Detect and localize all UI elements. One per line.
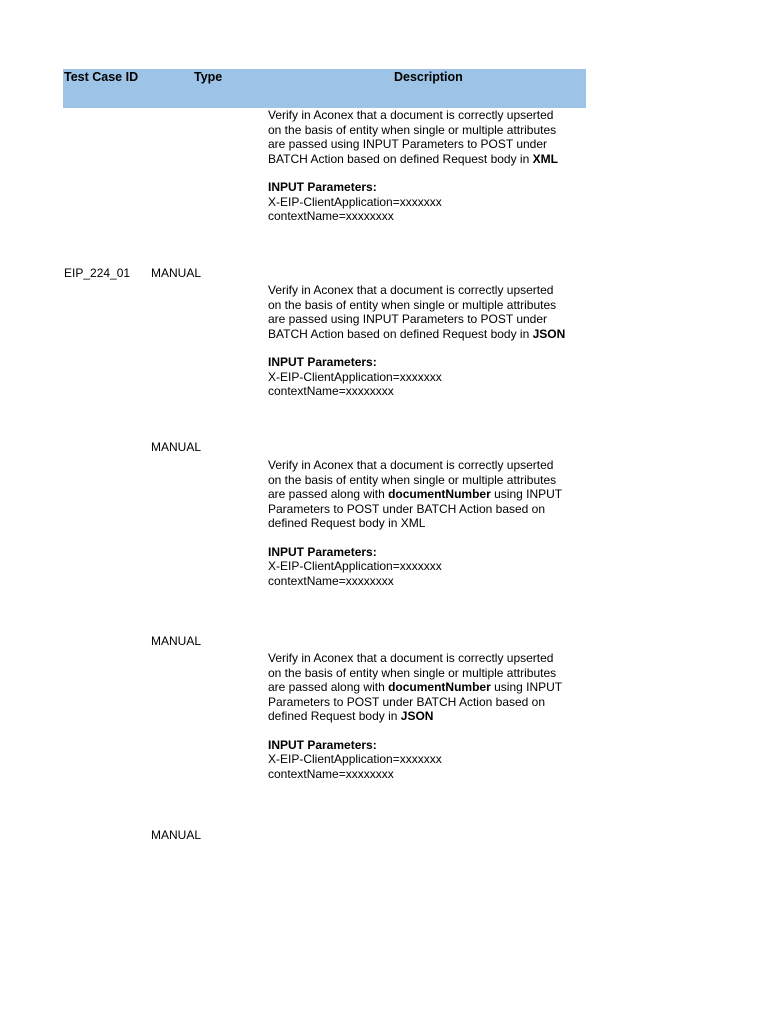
format-keyword: XML: [400, 516, 426, 530]
param-client-application: X-EIP-ClientApplication=xxxxxxx: [268, 369, 442, 384]
format-keyword: JSON: [532, 326, 566, 341]
document-number-keyword: documentNumber: [388, 487, 491, 501]
param-context-name: contextName=xxxxxxxx: [268, 766, 394, 781]
param-context-name: contextName=xxxxxxxx: [268, 573, 394, 588]
header-type: Type: [194, 70, 223, 84]
param-context-name: contextName=xxxxxxxx: [268, 384, 394, 398]
format-keyword: XML: [532, 151, 558, 166]
description-line: on the basis of entity when single or multiple attributes: [268, 472, 557, 487]
description-text: using INPUT: [490, 487, 563, 501]
description-line: are passed using INPUT Parameters to POST under: [268, 137, 548, 151]
format-keyword: JSON: [400, 709, 434, 723]
input-parameters-label: INPUT Parameters:: [268, 180, 377, 194]
input-parameters-label: INPUT Parameters:: [268, 355, 377, 369]
row-4-type: MANUAL: [151, 828, 202, 842]
document-number-keyword: documentNumber: [388, 680, 491, 694]
description-line: [268, 152, 588, 167]
description-text: defined Request body in: [268, 709, 401, 723]
header-description: Description: [394, 70, 463, 84]
description-line: Verify in Aconex that a document is correctly upserted: [268, 458, 554, 472]
description-text: BATCH Action based on defined Request body in: [268, 326, 533, 341]
description-line: [268, 680, 588, 695]
row-3-type: MANUAL: [151, 634, 202, 648]
description-line: on the basis of entity when single or multiple attributes: [268, 665, 557, 680]
row-3-description: [268, 458, 588, 588]
description-line: Verify in Aconex that a document is correctly upserted: [268, 283, 554, 297]
description-line: [268, 327, 588, 342]
description-line: [268, 487, 588, 502]
description-line: Parameters to POST under BATCH Action based on: [268, 501, 546, 516]
description-line: [268, 516, 588, 531]
input-parameters-label: INPUT Parameters:: [268, 737, 377, 752]
description-line: Verify in Aconex that a document is correctly upserted: [268, 651, 554, 665]
row-1-description: [268, 108, 588, 224]
input-parameters-label: INPUT Parameters:: [268, 544, 377, 559]
test-case-id-cell: EIP_224_01: [64, 266, 131, 280]
description-line: [268, 709, 588, 724]
description-line: Verify in Aconex that a document is correctly upserted: [268, 108, 554, 122]
description-line: on the basis of entity when single or multiple attributes: [268, 122, 557, 137]
description-line: Parameters to POST under BATCH Action based on: [268, 694, 546, 709]
description-text: using INPUT: [490, 680, 563, 694]
description-text: are passed along with: [268, 487, 389, 501]
param-client-application: X-EIP-ClientApplication=xxxxxxx: [268, 194, 442, 209]
param-client-application: X-EIP-ClientApplication=xxxxxxx: [268, 752, 442, 766]
row-2-description: [268, 283, 588, 399]
description-line: are passed using INPUT Parameters to POST under: [268, 312, 548, 326]
param-client-application: X-EIP-ClientApplication=xxxxxxx: [268, 559, 442, 573]
description-text: defined Request body in: [268, 516, 401, 530]
row-4-description: [268, 651, 588, 781]
param-context-name: contextName=xxxxxxxx: [268, 209, 394, 223]
header-test-case-id: Test Case ID: [64, 70, 139, 84]
row-2-type: MANUAL: [151, 440, 202, 454]
description-line: on the basis of entity when single or multiple attributes: [268, 297, 557, 312]
description-text: are passed along with: [268, 680, 389, 694]
table-header-bar: [63, 69, 586, 108]
description-text: BATCH Action based on defined Request body in: [268, 151, 533, 166]
row-1-type: MANUAL: [151, 266, 202, 280]
